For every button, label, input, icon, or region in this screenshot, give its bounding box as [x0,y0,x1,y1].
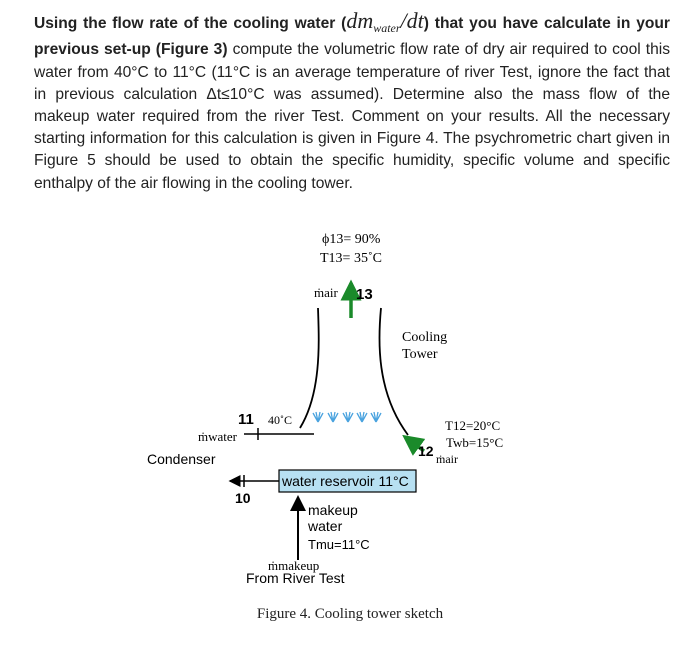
condenser-label: Condenser [147,451,216,467]
t13-label: T13= 35˚C [320,251,382,266]
mwater-label: ṁwater [198,429,237,444]
question-bold-part: ) that you have calculate in your previous set-up (Figure 3) [34,15,670,59]
state13-label: 13 [356,286,373,303]
water-label: water [308,518,343,534]
state10-label: 10 [235,490,251,506]
mair-side-label: ṁair [436,452,458,466]
tower-label: Tower [402,347,438,362]
figure-caption: Figure 4. Cooling tower sketch [256,606,444,622]
tower-right-wall [379,308,408,435]
tmu-label: Tmu=11°C [308,537,370,552]
phi13-label: ϕ13= 90% [322,232,381,247]
reservoir-label: water reservoir 11°C [282,473,409,489]
makeup-label: makeup [308,502,358,518]
state12-label: 12 [418,443,434,459]
spray-nozzles [313,412,381,422]
state11-label: 11 [238,411,254,428]
twb-label: Twb=15°C [446,435,504,450]
question-body: compute the volumetric flow rate of dry air required to cool this water from 40°C to 11°C (11°C is an average temperature of river Test, ignore the fact that in previous calculation Δt≤10°C was assumed). Determine also the mass flow of the makeup water required from the river Test. Comment on your results. All the necessary starting information for this calculation is given in Figure 4. The psychrometric chart given in Figure 5 should be used to obtain the specific humidity, specific volume and specific enthalpy of the air flowing in the cooling tower. [34,41,671,192]
flow-rate-expression: $dm_{water}/dt$ [346,8,424,36]
tower-left-wall [300,308,319,428]
mair-top-label: ṁair [314,285,338,300]
cooling-label: Cooling [402,330,448,345]
from-river-label: From River Test [246,570,345,586]
t12-label: T12=20°C [445,418,501,433]
temp-in-label: 40˚C [268,413,292,427]
question-intro: Using the flow rate of the cooling water ( [34,15,347,32]
mmakeup-label: ṁmakeup [268,558,320,573]
